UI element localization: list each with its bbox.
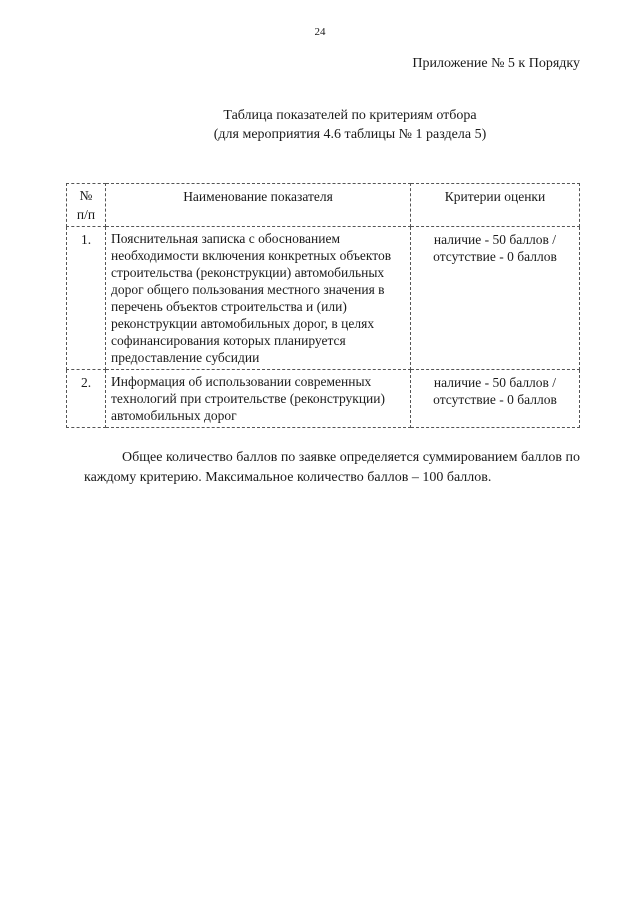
row-number: 2.	[67, 370, 106, 428]
criteria-table	[66, 183, 580, 428]
row-indicator-name: Информация об использовании современных технологий при строительстве (реконструкции) автомобильных дорог	[106, 370, 411, 428]
table-title-line-2: (для мероприятия 4.6 таблицы № 1 раздела 5)	[213, 127, 487, 142]
header-number-line-1: №	[79, 188, 93, 203]
table-title	[0, 106, 640, 144]
table-row	[67, 227, 580, 370]
row-criteria: наличие - 50 баллов / отсутствие - 0 баллов	[411, 370, 580, 428]
page-number: 24	[314, 26, 326, 38]
summary-note: Общее количество баллов по заявке определяется суммированием баллов по каждому критерию. Максимальное количество баллов – 100 баллов.	[84, 450, 581, 485]
row-indicator-name: Пояснительная записка с обоснованием необходимости включения конкретных объектов строительства (реконструкции) автомобильных дорог общего пользования местного значения в перечень объектов строительства и (или) реконструкции автомобильных дорог, в целях софинансирования которых планируется предоставление субсидии	[106, 227, 411, 370]
row-criteria: наличие - 50 баллов / отсутствие - 0 баллов	[411, 227, 580, 370]
row-number: 1.	[67, 227, 106, 370]
header-criteria: Критерии оценки	[411, 184, 580, 227]
table-row	[67, 370, 580, 428]
table-header-row	[67, 184, 580, 227]
header-number-line-2: п/п	[76, 207, 96, 222]
table-title-line-1: Таблица показателей по критериям отбора	[223, 108, 477, 123]
header-number	[67, 184, 106, 227]
appendix-reference: Приложение № 5 к Порядку	[412, 56, 580, 71]
header-indicator-name: Наименование показателя	[106, 184, 411, 227]
